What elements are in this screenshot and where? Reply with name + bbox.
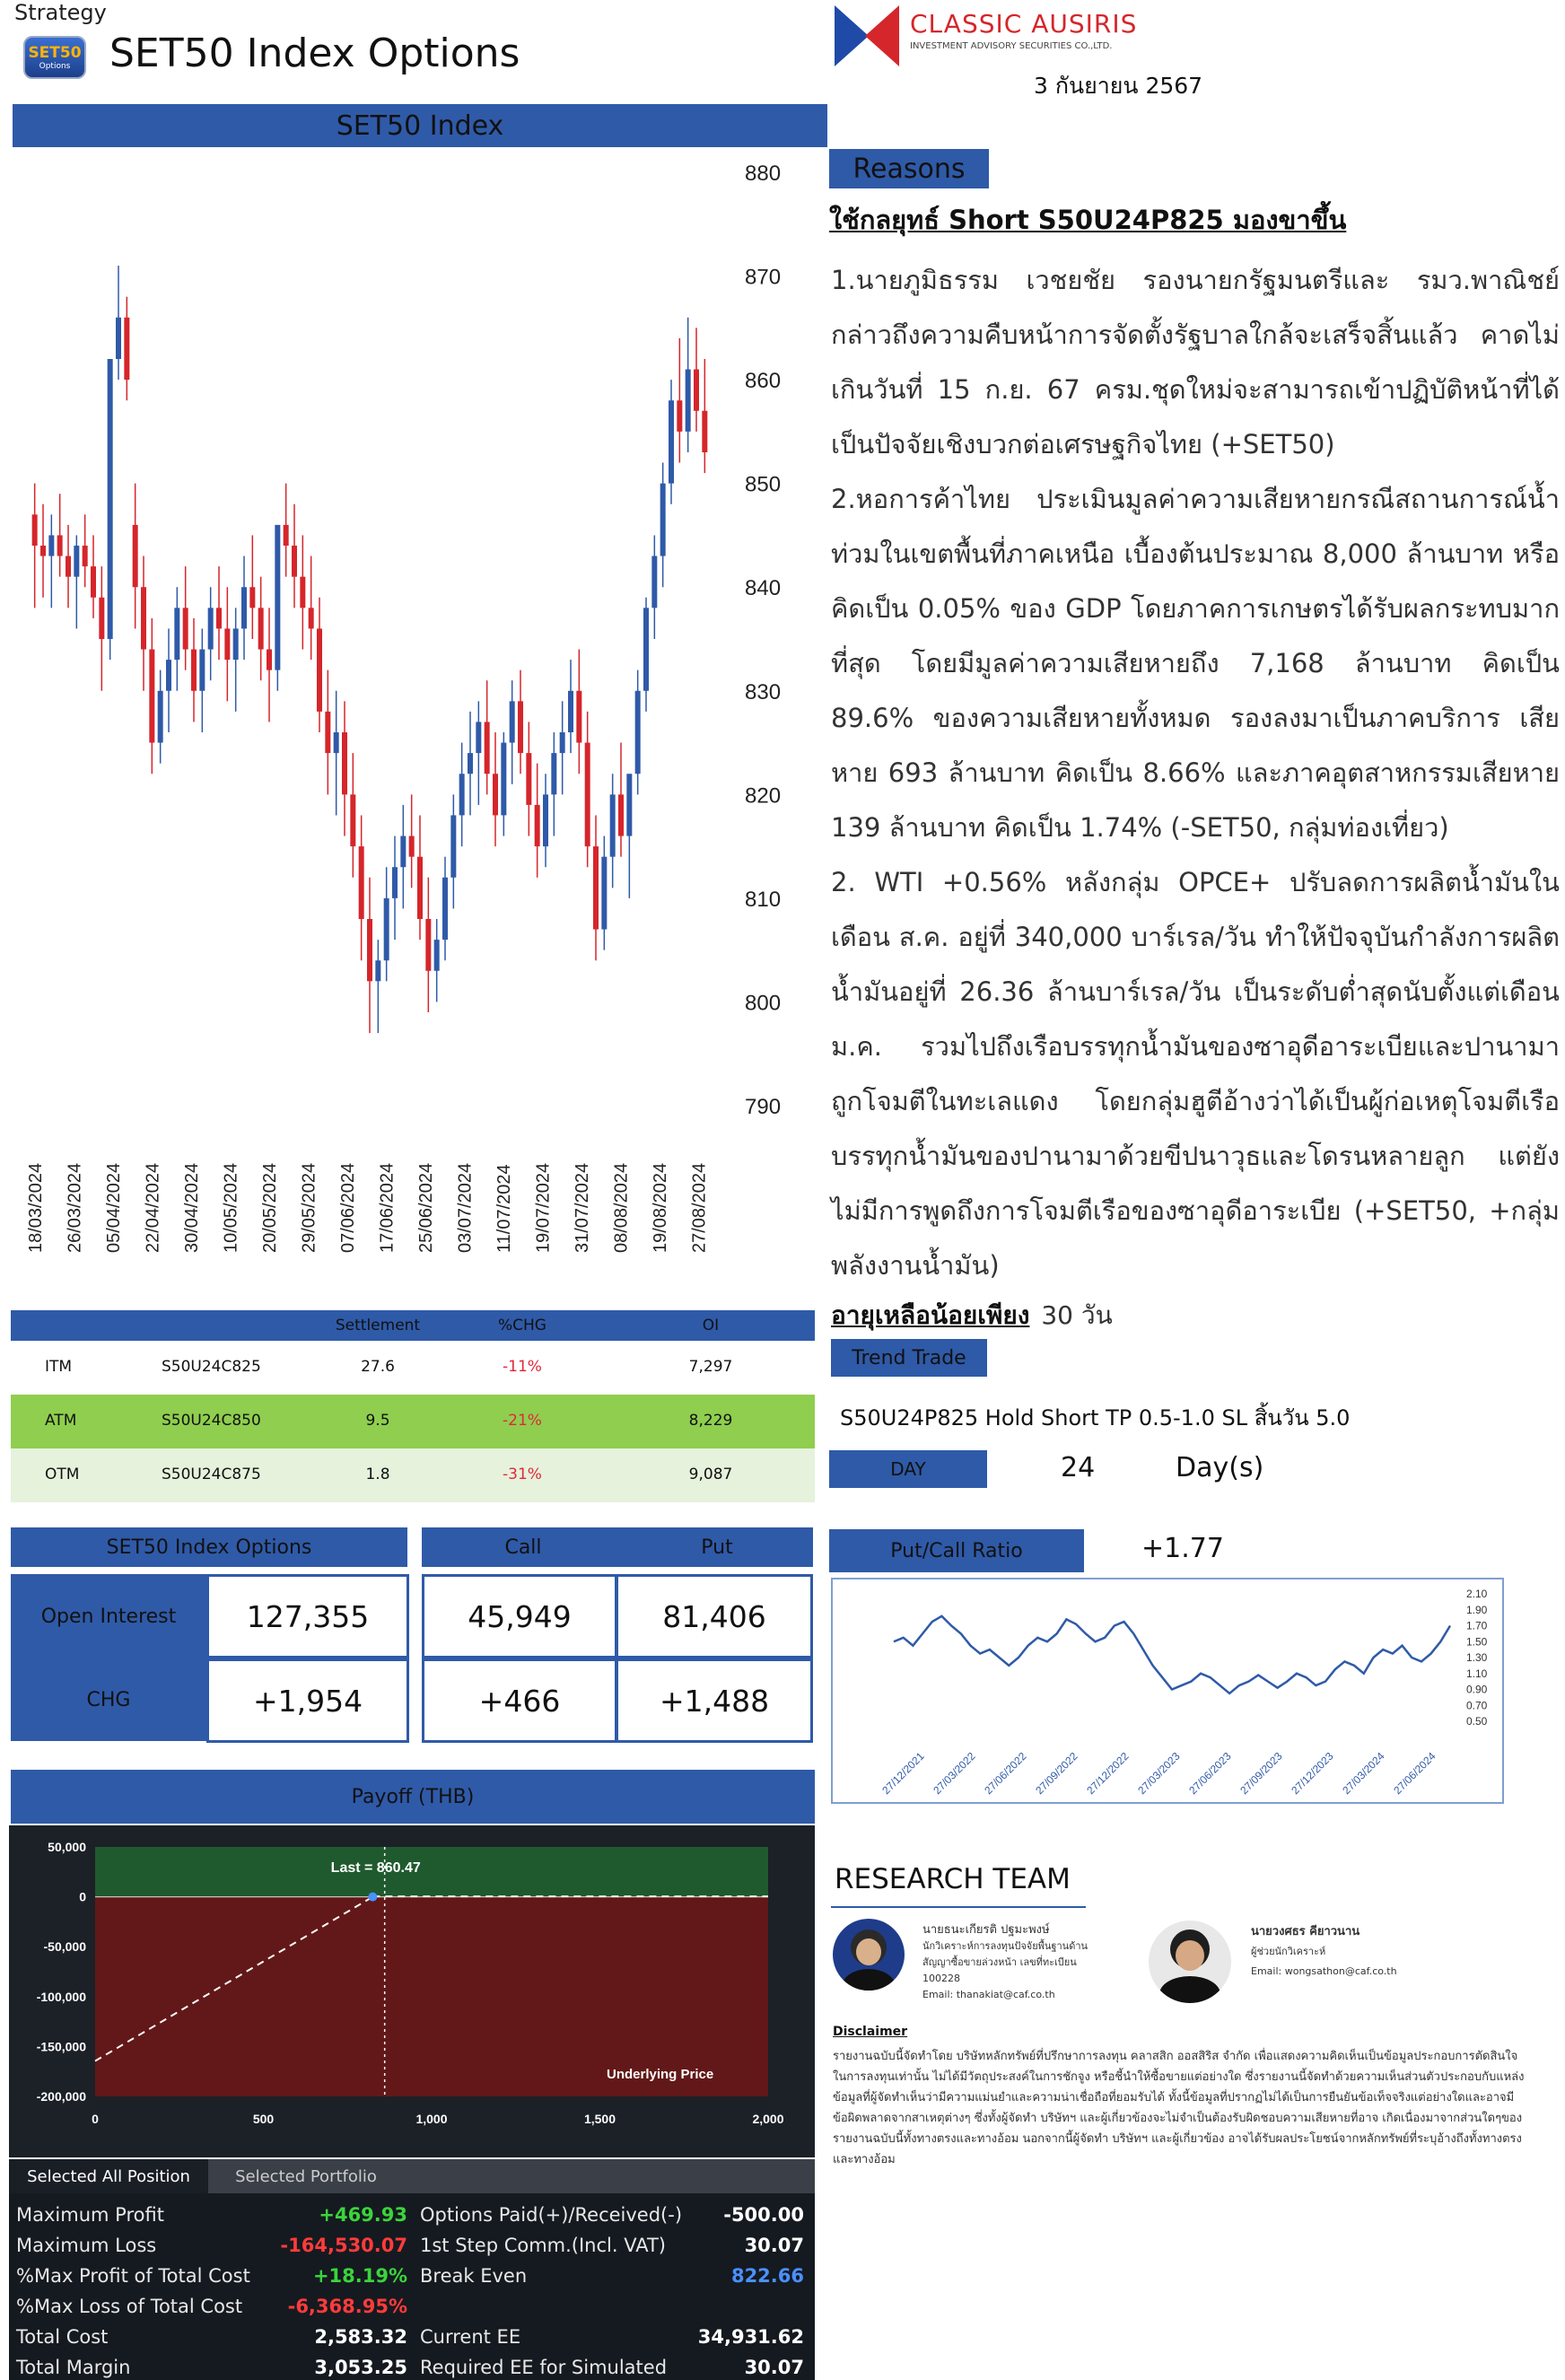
tab-selected-portfolio[interactable]: Selected Portfolio bbox=[235, 2166, 377, 2186]
oi-call: 45,949 bbox=[422, 1574, 617, 1658]
pcr-y-tick: 0.70 bbox=[1466, 1699, 1488, 1712]
candle-body bbox=[568, 691, 573, 732]
x-tick-label: 17/06/2024 bbox=[377, 1162, 398, 1253]
y-tick-label: 860 bbox=[745, 369, 782, 394]
x-tick-label: 10/05/2024 bbox=[221, 1162, 241, 1253]
candle-body bbox=[442, 878, 448, 940]
pcr-y-tick: 1.90 bbox=[1466, 1603, 1488, 1616]
candle-body bbox=[551, 753, 556, 794]
x-tick-label: 31/07/2024 bbox=[573, 1162, 592, 1253]
analyst-1-name: นายธนะเกียรติ ปฐมะพงษ์ bbox=[922, 1923, 1050, 1937]
payoff-x-tick: 1,500 bbox=[583, 2112, 616, 2126]
row-series: S50U24C850 bbox=[162, 1412, 261, 1430]
col-settlement: Settlement bbox=[335, 1317, 421, 1334]
candle-body bbox=[468, 753, 473, 774]
candle-body bbox=[149, 650, 154, 743]
oi-call-label: Call bbox=[422, 1527, 625, 1567]
candle-body bbox=[300, 577, 305, 608]
day-unit: Day(s) bbox=[1176, 1452, 1264, 1483]
analyst-1-reg: 100228 bbox=[922, 1973, 960, 1984]
candle-body bbox=[334, 732, 339, 753]
candle-body bbox=[116, 318, 121, 359]
candle-body bbox=[576, 691, 581, 743]
summary-label-right: Current EE bbox=[420, 2326, 521, 2348]
profit-zone bbox=[95, 1847, 768, 1897]
summary-label-right: 1st Step Comm.(Incl. VAT) bbox=[420, 2235, 667, 2256]
col-chg: %CHG bbox=[498, 1317, 546, 1334]
candle-body bbox=[375, 960, 380, 981]
logo-subtext: Options bbox=[39, 62, 71, 71]
candle-body bbox=[32, 514, 38, 546]
candle-body bbox=[48, 535, 54, 556]
pcr-x-tick: 27/06/2024 bbox=[1391, 1749, 1438, 1798]
candle-body bbox=[543, 794, 548, 846]
candle-body bbox=[74, 546, 79, 577]
page-title: SET50 Index Options bbox=[109, 31, 520, 76]
candle-body bbox=[459, 774, 465, 815]
pcr-y-tick: 1.30 bbox=[1466, 1651, 1488, 1664]
candle-body bbox=[417, 857, 423, 919]
summary-tabs bbox=[9, 2159, 815, 2193]
oi-put: 81,406 bbox=[616, 1574, 813, 1658]
summary-label-right: Break Even bbox=[420, 2265, 528, 2287]
x-tick-label: 27/08/2024 bbox=[689, 1162, 710, 1253]
y-tick-label: 800 bbox=[745, 991, 782, 1016]
life-remaining bbox=[831, 1296, 1113, 1335]
pcr-x-tick: 27/03/2023 bbox=[1135, 1749, 1183, 1798]
candle-body bbox=[99, 598, 104, 639]
candle-body bbox=[694, 370, 699, 411]
candle-body bbox=[367, 919, 372, 981]
analyst-2-role: ผู้ช่วยนักวิเคราะห์ bbox=[1251, 1946, 1326, 1957]
oi-title: SET50 Index Options bbox=[11, 1527, 407, 1567]
table-header bbox=[11, 1310, 815, 1341]
x-tick-label: 05/04/2024 bbox=[104, 1162, 124, 1253]
y-tick-label: 840 bbox=[745, 576, 782, 601]
oi-total: 127,355 bbox=[206, 1574, 409, 1658]
summary-value-right: 30.07 bbox=[744, 2235, 804, 2256]
candle-body bbox=[108, 359, 113, 639]
payoff-x-tick: 0 bbox=[92, 2112, 99, 2126]
x-tick-label: 20/05/2024 bbox=[260, 1162, 280, 1253]
company-name: CLASSIC AUSIRIS bbox=[910, 9, 1138, 39]
pcr-x-tick: 27/06/2022 bbox=[982, 1749, 1029, 1798]
row-oi: 8,229 bbox=[688, 1412, 733, 1430]
candle-body bbox=[325, 712, 330, 753]
summary-value-right: 34,931.62 bbox=[697, 2326, 804, 2348]
candle-body bbox=[626, 774, 632, 836]
trend-label: Trend Trade bbox=[831, 1339, 987, 1377]
candle-body bbox=[208, 608, 214, 649]
candle-body bbox=[359, 846, 364, 919]
candle-body bbox=[342, 732, 347, 794]
candle-body bbox=[677, 400, 682, 432]
candle-body bbox=[425, 919, 431, 971]
candle-body bbox=[57, 535, 63, 556]
analyst-1-role: นักวิเคราะห์การลงทุนปัจจัยพื้นฐานด้าน bbox=[922, 1940, 1089, 1952]
payoff-y-tick: 0 bbox=[79, 1889, 86, 1904]
y-tick-label: 880 bbox=[745, 162, 782, 186]
summary-label-left: Total Cost bbox=[16, 2326, 109, 2348]
analyst-avatar-1 bbox=[833, 1919, 905, 1991]
candle-body bbox=[601, 857, 607, 930]
strategy-label: Strategy bbox=[14, 0, 107, 25]
team-title-rule bbox=[831, 1906, 1086, 1908]
pcr-x-tick: 27/12/2022 bbox=[1084, 1749, 1132, 1798]
candle-body bbox=[476, 722, 481, 753]
candle-body bbox=[40, 546, 46, 556]
x-tick-label: 30/04/2024 bbox=[182, 1162, 202, 1253]
candle-body bbox=[284, 525, 289, 546]
candle-body bbox=[560, 732, 565, 753]
break-even-marker bbox=[368, 1893, 377, 1902]
row-chg: -21% bbox=[503, 1412, 542, 1430]
summary-value-right: 30.07 bbox=[744, 2357, 804, 2378]
chg-call: +466 bbox=[422, 1658, 617, 1743]
x-tick-label: 25/06/2024 bbox=[416, 1162, 436, 1253]
candle-body bbox=[392, 867, 398, 898]
set50-logo bbox=[23, 36, 86, 79]
x-tick-label: 11/07/2024 bbox=[494, 1164, 514, 1253]
payoff-chart bbox=[9, 1825, 815, 2157]
reasons-heading: ใช้กลยุทธ์ Short S50U24P825 มองขาขึ้น bbox=[829, 205, 1347, 235]
x-tick-label: 07/06/2024 bbox=[338, 1162, 358, 1253]
candle-body bbox=[400, 836, 406, 868]
analyst-1-info bbox=[922, 1922, 1088, 2003]
candle-body bbox=[191, 650, 197, 691]
candle-body bbox=[124, 318, 129, 380]
analyst-2-info bbox=[1251, 1922, 1397, 1982]
candle-body bbox=[593, 846, 599, 929]
row-chg: -31% bbox=[503, 1466, 542, 1483]
candle-body bbox=[258, 608, 264, 649]
candle-body bbox=[317, 628, 322, 711]
tab-selected-all[interactable]: Selected All Position bbox=[9, 2159, 208, 2193]
candle-body bbox=[350, 794, 355, 846]
chart-title: SET50 Index bbox=[13, 104, 827, 147]
disclaimer-text: รายงานฉบับนี้จัดทำโดย บริษัทหลักทรัพย์ที่ปรึกษาการลงทุน คลาสสิก ออสสิริส จำกัด เพื่อแสดงความคิดเห็นเป็นข้อมูลประกอบการตัดสินใจในการลงทุนเท่านั้น ไม่ได้มีวัตถุประสงค์ในการชักจูง หรือชี้นำให้ซื้อขายแต่อย่างใด ซึ่งรายงานนี้จัดทำด้วยความเห็นส่วนตัวประกอบกับแหล่งข้อมูลที่ผู้จัดทำเห็นว่ามีความแม่นยำและความน่าเชื่อถือที่ยอมรับได้ ทั้งนี้ข้อมูลที่ปรากฏไม่ได้เป็นการยืนยันข้อเท็จจริงแต่อย่างใดและอาจมีข้อผิดพลาดจากสาเหตุต่างๆ ซึ่งทั้งผู้จัดทำ บริษัทฯ และผู้เกี่ยวข้องจะไม่จำเป็นต้องรับผิดชอบความเสียหายที่อาจ เกิดเนื่องมาจากส่วนใดๆของรายงานฉบับนี้ทั้งทางตรงและทางอ้อม นอกจากนี้ผู้จัดทำ บริษัทฯ และผู้เกี่ยวข้อง อาจได้รับผลประโยชน์จากหลักทรัพย์ที่ระบุอ้างถึงทั้งทางตรงและทางอ้อม bbox=[833, 2050, 1525, 2166]
candle-body bbox=[241, 587, 247, 628]
candle-body bbox=[91, 566, 96, 598]
oi-put-label: Put bbox=[621, 1527, 813, 1567]
candle-body bbox=[292, 546, 297, 577]
y-tick-label: 810 bbox=[745, 887, 782, 912]
x-tick-label: 19/08/2024 bbox=[651, 1162, 670, 1253]
x-tick-label: 18/03/2024 bbox=[26, 1162, 46, 1253]
pcr-x-tick: 27/06/2023 bbox=[1186, 1749, 1234, 1798]
analyst-2-email: Email: wongsathon@caf.co.th bbox=[1251, 1965, 1397, 1977]
reason-3: 2. WTI +0.56% หลังกลุ่ม OPCE+ ปรับลดการผลิตน้ำมันในเดือน ส.ค. อยู่ที่ 340,000 บาร์เรล/วัน ทำให้ปัจจุบันกำลังการผลิตน้ำมันอยู่ที่ 26.36 ล้านบาร์เรล/วัน เป็นระดับต่ำสุดนับตั้งแต่เดือน ม.ค. รวมไปถึงเรือบรรทุกน้ำมันของซาอุดีอาระเบียและปานามาถูกโจมตีในทะเลแดง โดยกลุ่มฮูตีอ้างว่าได้เป็นผู้ก่อเหตุโจมตีเรือบรรทุกน้ำมันของปานามาด้วยขีปนาวุธและโดรนหลายลูก แต่ยังไม่มีการพูดถึงการโจมตีเรือของซาอุดีอาระเบีย (+SET50, +กลุ่มพลังงานน้ำมัน) bbox=[831, 867, 1560, 1281]
pcr-y-tick: 0.50 bbox=[1466, 1715, 1488, 1728]
pcr-x-tick: 27/09/2022 bbox=[1033, 1749, 1080, 1798]
table-row bbox=[11, 1395, 815, 1448]
summary-label-left: Maximum Loss bbox=[16, 2235, 157, 2256]
pcr-y-tick: 2.10 bbox=[1466, 1588, 1488, 1600]
payoff-y-tick: -150,000 bbox=[36, 2039, 86, 2054]
summary-value-left: 3,053.25 bbox=[314, 2357, 407, 2378]
row-tag: ATM bbox=[45, 1412, 77, 1430]
analyst-2-name: นายวงศธร คียาวนาน bbox=[1251, 1925, 1360, 1938]
pcr-x-tick: 27/12/2021 bbox=[879, 1749, 927, 1798]
put-call-ratio-chart bbox=[831, 1578, 1504, 1804]
chg-side-label: CHG bbox=[11, 1658, 206, 1741]
pcr-x-tick: 27/09/2023 bbox=[1237, 1749, 1285, 1798]
payoff-y-tick: -100,000 bbox=[36, 1989, 86, 2004]
options-table bbox=[11, 1310, 815, 1506]
candle-body bbox=[526, 753, 531, 805]
reasons-body bbox=[831, 253, 1560, 1293]
summary-value-left: 2,583.32 bbox=[314, 2326, 407, 2348]
pcr-y-tick: 1.70 bbox=[1466, 1619, 1488, 1632]
x-tick-label: 29/05/2024 bbox=[299, 1162, 319, 1253]
payoff-y-tick: 50,000 bbox=[48, 1840, 86, 1854]
summary-label-left: %Max Loss of Total Cost bbox=[16, 2296, 243, 2317]
set50-candlestick-chart bbox=[0, 153, 808, 1256]
company-subname: INVESTMENT ADVISORY SECURITIES CO.,LTD. bbox=[910, 41, 1113, 51]
row-settlement: 1.8 bbox=[365, 1466, 390, 1483]
row-tag: OTM bbox=[45, 1466, 80, 1483]
payoff-x-tick: 1,000 bbox=[415, 2112, 448, 2126]
x-tick-label: 22/04/2024 bbox=[143, 1162, 163, 1253]
pcr-x-tick: 27/03/2022 bbox=[931, 1749, 978, 1798]
analyst-1-role2: สัญญาซื้อขายล่วงหน้า เลขที่ทะเบียน bbox=[922, 1956, 1077, 1968]
payoff-y-tick: -50,000 bbox=[43, 1939, 86, 1955]
reason-1: 1.นายภูมิธรรม เวชยชัย รองนายกรัฐมนตรีและ รมว.พาณิชย์ กล่าวถึงความคืบหน้าการจัดตั้งรัฐบาลใกล้จะเสร็จสิ้นแล้ว คาดไม่เกินวันที่ 15 ก.ย. 67 ครม.ชุดใหม่จะสามารถเข้าปฏิบัติหน้าที่ได้ เป็นปัจจัยเชิงบวกต่อเศรษฐกิจไทย (+SET50) bbox=[831, 265, 1560, 459]
summary-value-right: -500.00 bbox=[723, 2204, 804, 2226]
candle-body bbox=[384, 898, 389, 960]
summary-label-left: Total Margin bbox=[16, 2357, 131, 2378]
row-chg: -11% bbox=[503, 1358, 542, 1376]
pcr-value: +1.77 bbox=[1141, 1533, 1224, 1564]
row-oi: 7,297 bbox=[688, 1358, 733, 1376]
candle-body bbox=[686, 370, 691, 432]
summary-label-left: Maximum Profit bbox=[16, 2204, 164, 2226]
logo-text: SET50 bbox=[28, 44, 82, 62]
summary-value-left: -164,530.07 bbox=[280, 2235, 407, 2256]
life-days: 30 วัน bbox=[1041, 1300, 1113, 1330]
payoff-y-tick: -200,000 bbox=[36, 2089, 86, 2104]
row-tag: ITM bbox=[45, 1358, 73, 1376]
table-row bbox=[11, 1341, 815, 1395]
candle-body bbox=[535, 805, 540, 846]
oi-side-label: Open Interest bbox=[11, 1574, 206, 1658]
candle-body bbox=[158, 691, 163, 743]
last-price-label: Last = 860.47 bbox=[330, 1860, 421, 1876]
row-settlement: 27.6 bbox=[361, 1358, 395, 1376]
pcr-x-tick: 27/03/2024 bbox=[1340, 1749, 1387, 1798]
row-settlement: 9.5 bbox=[365, 1412, 390, 1430]
summary-label-right: Options Paid(+)/Received(-) bbox=[420, 2204, 683, 2226]
y-tick-label: 850 bbox=[745, 472, 782, 497]
underlying-label: Underlying Price bbox=[607, 2067, 714, 2082]
candle-body bbox=[66, 556, 71, 577]
payoff-x-tick: 500 bbox=[252, 2112, 275, 2126]
payoff-title: Payoff (THB) bbox=[11, 1770, 815, 1824]
strategy-text: S50U24P825 Hold Short TP 0.5-1.0 SL สิ้นวัน 5.0 bbox=[840, 1405, 1351, 1431]
x-tick-label: 26/03/2024 bbox=[65, 1162, 85, 1253]
candle-body bbox=[702, 411, 707, 452]
candle-body bbox=[518, 701, 523, 753]
team-title: RESEARCH TEAM bbox=[835, 1863, 1071, 1895]
y-tick-label: 790 bbox=[745, 1095, 782, 1119]
summary-panel bbox=[9, 2193, 815, 2380]
reason-2: 2.หอการค้าไทย ประเมินมูลค่าความเสียหายกรณีสถานการณ์น้ำท่วมในเขตพื้นที่ภาคเหนือ เบื้องต้นประมาณ 8,000 ล้านบาท หรือคิดเป็น 0.05% ของ GDP โดยภาคการเกษตรได้รับผลกระทบมากที่สุด โดยมีมูลค่าความเสียหายถึง 7,168 ล้านบาท คิดเป็น 89.6% ของความเสียหายทั้งหมด รองลงมาเป็นภาคบริการ เสียหาย 693 ล้านบาท คิดเป็น 8.66% และภาคอุตสาหกรรมเสียหาย 139 ล้านบาท คิดเป็น 1.74% (-SET50, กลุ่มท่องเที่ยว) bbox=[831, 484, 1560, 843]
day-value: 24 bbox=[1061, 1452, 1096, 1483]
candle-body bbox=[166, 660, 171, 691]
disclaimer-title: Disclaimer bbox=[833, 2025, 908, 2039]
analyst-1-email: Email: thanakiat@caf.co.th bbox=[922, 1989, 1055, 2000]
candle-body bbox=[275, 525, 280, 670]
candle-body bbox=[501, 743, 506, 816]
candle-body bbox=[216, 608, 222, 628]
summary-value-left: -6,368.95% bbox=[287, 2296, 407, 2317]
col-oi: OI bbox=[702, 1317, 720, 1334]
table-row bbox=[11, 1448, 815, 1502]
candle-body bbox=[434, 940, 440, 971]
summary-value-left: +469.93 bbox=[319, 2204, 407, 2226]
candle-body bbox=[267, 650, 272, 670]
candle-body bbox=[224, 628, 230, 660]
candle-body bbox=[510, 701, 515, 742]
pcr-y-tick: 0.90 bbox=[1466, 1683, 1488, 1696]
x-tick-label: 08/08/2024 bbox=[611, 1162, 632, 1253]
summary-value-right: 822.66 bbox=[730, 2265, 804, 2287]
pcr-x-tick: 27/12/2023 bbox=[1289, 1749, 1336, 1798]
candle-body bbox=[450, 815, 456, 877]
candle-body bbox=[651, 556, 657, 608]
day-label: DAY bbox=[829, 1450, 987, 1488]
candle-body bbox=[643, 608, 649, 690]
row-series: S50U24C875 bbox=[162, 1466, 261, 1483]
summary-label-left: %Max Profit of Total Cost bbox=[16, 2265, 250, 2287]
row-series: S50U24C825 bbox=[162, 1358, 261, 1376]
summary-value-left: +18.19% bbox=[312, 2265, 407, 2287]
row-oi: 9,087 bbox=[688, 1466, 733, 1483]
y-tick-label: 820 bbox=[745, 783, 782, 809]
chg-total: +1,954 bbox=[206, 1658, 409, 1743]
company-logo-icon bbox=[833, 4, 901, 68]
report-date: 3 กันยายน 2567 bbox=[1034, 73, 1203, 99]
candle-body bbox=[183, 608, 188, 649]
chg-put: +1,488 bbox=[616, 1658, 813, 1743]
candle-body bbox=[83, 546, 88, 566]
x-tick-label: 03/07/2024 bbox=[455, 1162, 476, 1253]
life-label: อายุเหลือน้อยเพียง bbox=[831, 1300, 1030, 1330]
candle-body bbox=[174, 608, 179, 660]
candle-body bbox=[309, 608, 314, 628]
candle-body bbox=[409, 836, 415, 857]
reasons-label: Reasons bbox=[829, 149, 989, 188]
candle-body bbox=[635, 691, 641, 774]
pcr-label: Put/Call Ratio bbox=[829, 1529, 1084, 1572]
candle-body bbox=[485, 722, 490, 774]
candle-body bbox=[585, 743, 590, 847]
payoff-x-tick: 2,000 bbox=[752, 2112, 784, 2126]
candle-body bbox=[141, 587, 146, 649]
x-tick-label: 19/07/2024 bbox=[533, 1162, 554, 1253]
candle-body bbox=[133, 525, 138, 587]
candle-body bbox=[199, 650, 205, 691]
candle-body bbox=[493, 774, 498, 815]
candle-body bbox=[618, 794, 624, 836]
pcr-y-tick: 1.50 bbox=[1466, 1635, 1488, 1649]
candle-body bbox=[249, 587, 255, 608]
candle-body bbox=[610, 794, 616, 856]
candle-body bbox=[660, 484, 666, 556]
y-tick-label: 830 bbox=[745, 679, 782, 704]
y-tick-label: 870 bbox=[745, 265, 782, 290]
candle-body bbox=[669, 400, 674, 483]
summary-label-right: Required EE for Simulated bbox=[420, 2357, 668, 2378]
pcr-y-tick: 1.10 bbox=[1466, 1667, 1488, 1680]
candle-body bbox=[233, 628, 239, 660]
analyst-avatar-2 bbox=[1149, 1921, 1231, 2003]
